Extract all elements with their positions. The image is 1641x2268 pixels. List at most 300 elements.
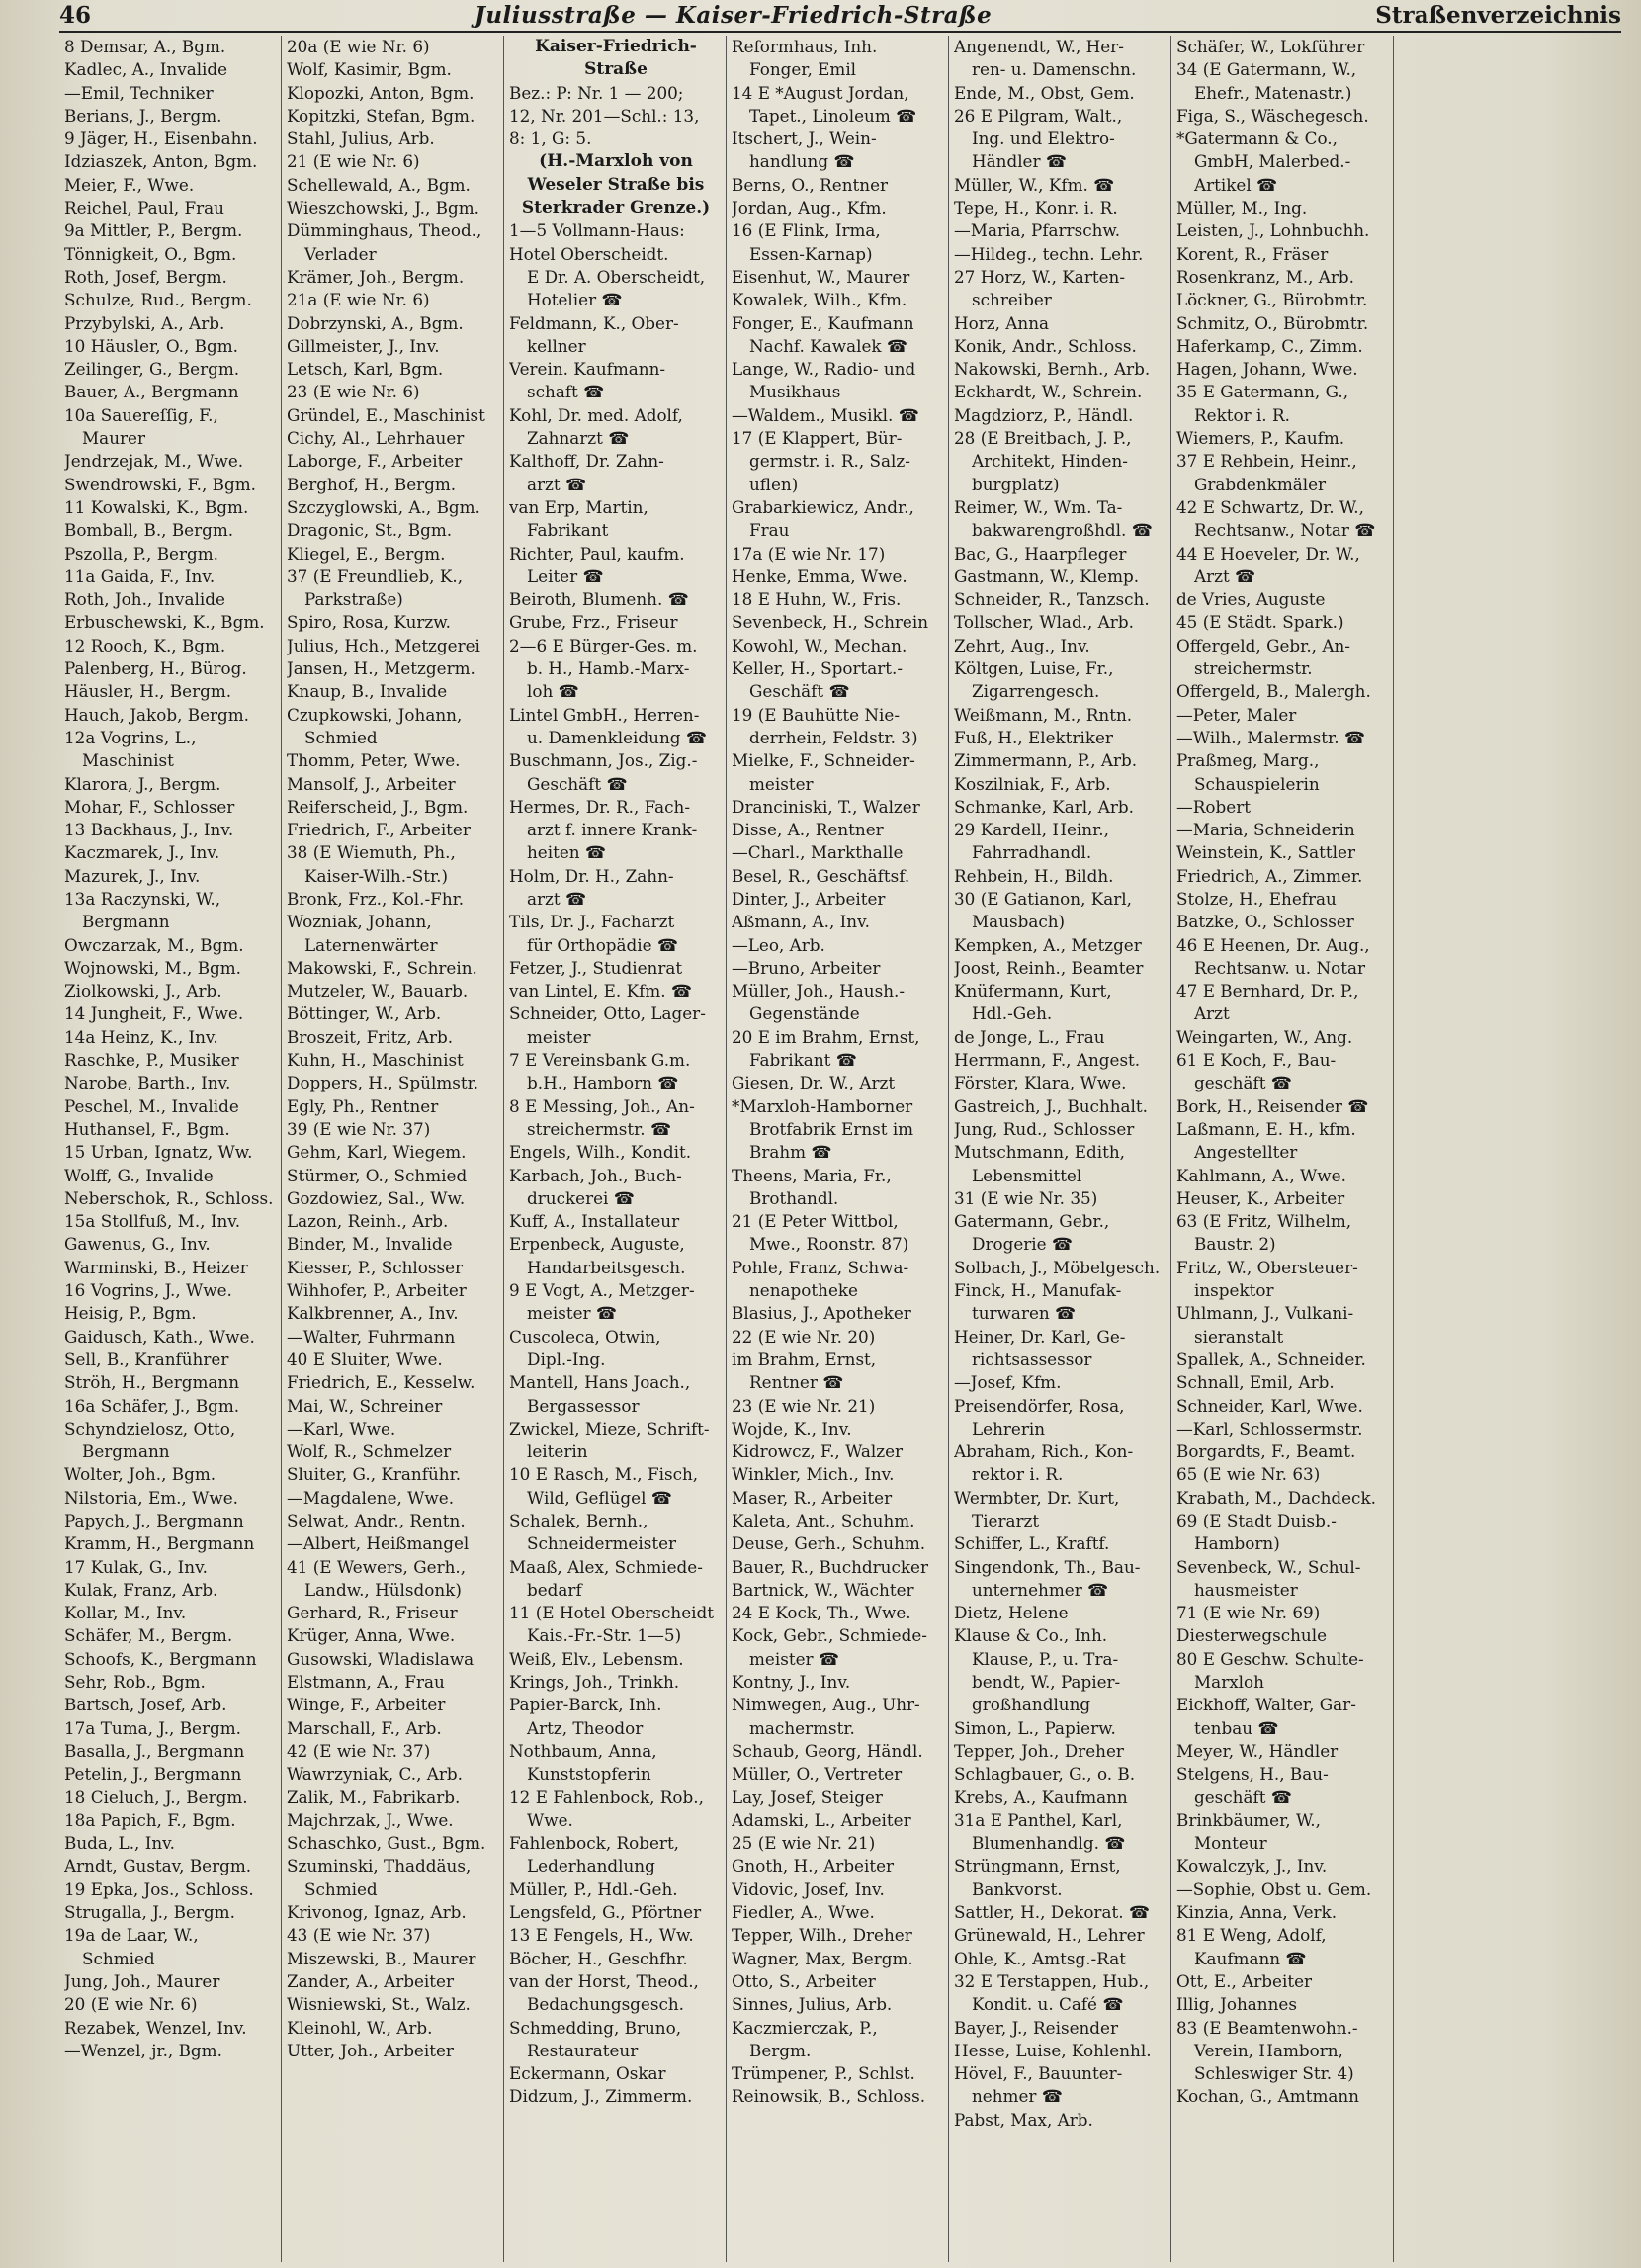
directory-entry: Rechtsanw. u. Notar (1194, 957, 1366, 978)
directory-entry: 47 E Bernhard, Dr. P., (1176, 981, 1359, 1002)
directory-entry: Müller, M., Ing. (1176, 198, 1308, 218)
directory-entry: Schoofs, K., Bergmann (64, 1648, 257, 1669)
directory-entry: b.H., Hamborn ☎ (527, 1073, 679, 1093)
directory-entry: Trümpener, P., Schlst. (732, 2063, 915, 2084)
directory-entry: Kaleta, Ant., Schuhm. (732, 1511, 915, 1530)
directory-entry: Dipl.-Ing. (527, 1349, 606, 1369)
directory-entry: Erbuschewski, K., Bgm. (64, 612, 265, 633)
directory-entry: arzt ☎ (527, 888, 586, 909)
directory-entry: 37 (E Freundlieb, K., (287, 566, 464, 586)
directory-entry: Kahlmann, A., Wwe. (1176, 1165, 1346, 1185)
directory-entry: 19 Epka, Jos., Schloss. (64, 1878, 254, 1899)
directory-entry: Kuff, A., Installateur (509, 1211, 680, 1232)
directory-entry: Offergeld, B., Malergh. (1176, 681, 1371, 702)
directory-entry: Basalla, J., Bergmann (64, 1740, 245, 1761)
directory-entry: —Charl., Markthalle (732, 842, 904, 863)
directory-entry: Spiro, Rosa, Kurzw. (287, 612, 451, 633)
page-number: 46 (59, 1, 92, 29)
directory-entry: Simon, L., Papierw. (954, 1717, 1116, 1738)
directory-entry: streichermstr. (1194, 658, 1313, 679)
directory-entry: Weinstein, K., Sattler (1176, 842, 1355, 863)
directory-entry: Essen-Karnap) (749, 243, 873, 264)
directory-entry: 8 E Messing, Joh., An- (509, 1095, 695, 1116)
directory-entry: Lebensmittel (972, 1165, 1082, 1185)
directory-entry: 20 (E wie Nr. 6) (64, 1994, 198, 2015)
directory-entry: Fahrradhandl. (972, 842, 1092, 863)
directory-entry: Laßmann, E. H., kfm. (1176, 1118, 1356, 1139)
directory-entry: Parkstraße) (304, 589, 403, 610)
directory-entry: Wojde, K., Inv. (732, 1418, 852, 1439)
directory-entry: Korent, R., Fräser (1176, 243, 1329, 264)
directory-entry: Wagner, Max, Bergm. (732, 1948, 913, 1968)
directory-entry: arzt ☎ (527, 474, 586, 494)
directory-entry: 27 Horz, W., Karten- (954, 266, 1125, 287)
directory-entry: Weißmann, M., Rntn. (954, 704, 1133, 725)
directory-entry: Papych, J., Bergmann (64, 1511, 244, 1530)
directory-entry: Schmied (304, 1878, 378, 1899)
directory-entry: 11 (E Hotel Oberscheidt (509, 1603, 714, 1623)
directory-entry: Arzt ☎ (1194, 566, 1255, 586)
directory-entry: Blumenhandlg. ☎ (972, 1833, 1126, 1854)
directory-entry: Schneider, Karl, Wwe. (1176, 1395, 1363, 1416)
directory-entry: 11 Kowalski, K., Bgm. (64, 496, 249, 517)
directory-entry: 20 E im Brahm, Ernst, (732, 1026, 920, 1047)
directory-entry: Czupkowski, Johann, (287, 704, 463, 725)
directory-entry: Schäfer, M., Bergm. (64, 1625, 233, 1646)
directory-entry: Maurer (82, 428, 145, 449)
directory-entry: Böttinger, W., Arb. (287, 1003, 442, 1024)
directory-entry: Konik, Andr., Schloss. (954, 335, 1137, 356)
directory-entry: Brotfabrik Ernst im (749, 1118, 914, 1139)
directory-entry: Friedrich, A., Zimmer. (1176, 865, 1363, 886)
directory-entry: Bauer, R., Buchdrucker (732, 1556, 928, 1577)
directory-entry: Herrmann, F., Angest. (954, 1050, 1141, 1071)
directory-entry: 38 (E Wiemuth, Ph., (287, 842, 456, 863)
directory-entry: für Orthopädie ☎ (527, 934, 678, 955)
directory-entry: Arndt, Gustav, Bergm. (64, 1856, 252, 1876)
directory-entry: Weingarten, W., Ang. (1176, 1026, 1353, 1047)
directory-entry: Gegenstände (749, 1003, 860, 1024)
directory-entry: 44 E Hoeveler, Dr. W., (1176, 543, 1360, 564)
directory-entry: 13 Backhaus, J., Inv. (64, 820, 234, 840)
directory-entry: Szuminski, Thaddäus, (287, 1856, 472, 1876)
directory-entry: Weiß, Elv., Lebensm. (509, 1648, 684, 1669)
directory-entry: Bergmann (82, 1441, 170, 1462)
directory-entry: —Peter, Maler (1176, 704, 1297, 725)
directory-entry: Grube, Frz., Friseur (509, 612, 678, 633)
directory-entry: Gastmann, W., Klemp. (954, 566, 1140, 586)
directory-entry: Strüngmann, Ernst, (954, 1856, 1121, 1876)
directory-entry: Friedrich, E., Kesselw. (287, 1372, 475, 1393)
directory-entry: Stürmer, O., Schmied (287, 1165, 468, 1185)
directory-entry: Horz, Anna (954, 312, 1050, 333)
directory-entry: Miszewski, B., Maurer (287, 1948, 476, 1968)
directory-entry: 32 E Terstappen, Hub., (954, 1970, 1150, 1991)
directory-entry: Müller, Joh., Haush.- (732, 981, 906, 1002)
directory-entry: Abraham, Rich., Kon- (954, 1441, 1134, 1462)
directory-entry: Sattler, H., Dekorat. ☎ (954, 1902, 1150, 1923)
directory-entry: burgplatz) (972, 474, 1060, 494)
directory-entry: inspektor (1194, 1280, 1274, 1301)
directory-entry: Joost, Reinh., Beamter (954, 957, 1144, 978)
directory-entry: Brothandl. (749, 1187, 839, 1208)
directory-entry: Zahnarzt ☎ (527, 428, 630, 449)
directory-entry: —Josef, Kfm. (954, 1372, 1062, 1393)
directory-entry: Wozniak, Johann, (287, 912, 432, 932)
directory-entry: Lederhandlung (527, 1856, 655, 1876)
directory-entry: 24 E Kock, Th., Wwe. (732, 1603, 911, 1623)
directory-entry: Hesse, Luise, Kohlenhl. (954, 2040, 1152, 2060)
directory-entry: 20a (E wie Nr. 6) (287, 37, 430, 56)
directory-entry: Stelgens, H., Bau- (1176, 1764, 1329, 1785)
column-2 (282, 36, 504, 2262)
directory-entry: Kollar, M., Inv. (64, 1603, 187, 1623)
directory-entry: Gatermann, Gebr., (954, 1211, 1110, 1232)
directory-entry: Wwe. (527, 1809, 573, 1830)
directory-entry: 13a Raczynski, W., (64, 888, 221, 909)
section-title: Straßenverzeichnis (1375, 1, 1621, 29)
directory-entry: Buschmann, Jos., Zig.- (509, 750, 698, 771)
directory-entry: Lay, Josef, Steiger (732, 1787, 883, 1807)
directory-entry: nenapotheke (749, 1280, 858, 1301)
directory-entry: Tönnigkeit, O., Bgm. (64, 243, 237, 264)
directory-entry: bendt, W., Papier- (972, 1672, 1121, 1693)
directory-entry: *Gatermann & Co., (1176, 129, 1338, 149)
directory-entry: Knaup, B., Invalide (287, 681, 448, 702)
directory-entry: Lengsfeld, G., Pförtner (509, 1902, 702, 1923)
directory-entry: van der Horst, Theod., (509, 1970, 699, 1991)
directory-entry: Berghof, H., Bergm. (287, 474, 457, 494)
directory-entry: 45 (E Städt. Spark.) (1176, 612, 1344, 633)
directory-entry: germstr. i. R., Salz- (749, 451, 910, 472)
directory-entry: Heiner, Dr. Karl, Ge- (954, 1326, 1126, 1347)
directory-entry: Kidrowcz, F., Walzer (732, 1441, 904, 1462)
directory-entry: sieranstalt (1194, 1326, 1284, 1347)
directory-entry: van Erp, Martin, (509, 496, 648, 517)
directory-entry: Ott, E., Arbeiter (1176, 1970, 1313, 1991)
directory-entry: Grabdenkmäler (1194, 474, 1327, 494)
directory-entry: 13 E Fengels, H., Ww. (509, 1925, 694, 1946)
directory-entry: 15 Urban, Ignatz, Ww. (64, 1142, 253, 1163)
directory-entry: Neberschok, R., Schloss. (64, 1187, 274, 1208)
directory-entry: de Jonge, L., Frau (954, 1026, 1105, 1047)
directory-entry: Zigarrengesch. (972, 681, 1100, 702)
directory-entry: meister ☎ (749, 1648, 839, 1669)
directory-entry: Gnoth, H., Arbeiter (732, 1856, 895, 1876)
directory-entry: Offergeld, Gebr., An- (1176, 635, 1350, 655)
directory-entry: Roth, Josef, Bergm. (64, 266, 227, 287)
directory-entry: Kulak, Franz, Arb. (64, 1579, 218, 1600)
directory-entry: Thomm, Peter, Wwe. (287, 750, 461, 771)
directory-entry: 17a (E wie Nr. 17) (732, 543, 886, 564)
directory-entry: Zalik, M., Fabrikarb. (287, 1787, 461, 1807)
directory-entry: Dobrzynski, A., Bgm. (287, 312, 464, 333)
directory-entry: Kais.-Fr.-Str. 1—5) (527, 1625, 682, 1646)
directory-entry: tenbau ☎ (1194, 1717, 1279, 1738)
directory-entry: Gehm, Karl, Wiegem. (287, 1142, 467, 1163)
column-7 (1394, 36, 1621, 2262)
directory-entry: —Karl, Schlossermstr. (1176, 1418, 1363, 1439)
directory-entry: Baustr. 2) (1194, 1234, 1276, 1255)
directory-entry: Kleinohl, W., Arb. (287, 2017, 433, 2038)
directory-entry: 10 E Rasch, M., Fisch, (509, 1464, 699, 1485)
directory-entry: Szczyglowski, A., Bgm. (287, 496, 480, 517)
directory-entry: Friedrich, F., Arbeiter (287, 820, 471, 840)
directory-entry: 83 (E Beamtenwohn.- (1176, 2017, 1358, 2038)
directory-entry: Ziolkowski, J., Arb. (64, 981, 222, 1002)
directory-entry: Reformhaus, Inh. (732, 37, 878, 56)
directory-entry: 16 Vogrins, J., Wwe. (64, 1280, 232, 1301)
directory-entry: *Marxloh-Hamborner (732, 1095, 913, 1116)
directory-entry: 21 (E wie Nr. 6) (287, 151, 420, 172)
directory-entry: Palenberg, H., Bürog. (64, 658, 247, 679)
directory-entry: Elstmann, A., Frau (287, 1672, 445, 1693)
directory-entry: Owczarzak, M., Bgm. (64, 934, 244, 955)
directory-entry: Verein, Hamborn, (1194, 2040, 1343, 2060)
directory-entry: Kondit. u. Café ☎ (972, 1994, 1124, 2015)
directory-entry: Kinzia, Anna, Verk. (1176, 1902, 1338, 1923)
directory-entry: Krabath, M., Dachdeck. (1176, 1487, 1376, 1508)
directory-entry: Mielke, F., Schneider- (732, 750, 915, 771)
directory-entry: Lehrerin (972, 1418, 1046, 1439)
directory-entry: 29 Kardell, Heinr., (954, 820, 1109, 840)
directory-entry: Schmitz, O., Bürobmtr. (1176, 312, 1369, 333)
page-header (59, 0, 1621, 30)
directory-entry: Reiferscheid, J., Bgm. (287, 796, 469, 817)
directory-entry: Letsch, Karl, Bgm. (287, 359, 444, 380)
directory-entry: Kalkbrenner, A., Inv. (287, 1303, 459, 1324)
directory-entry: Idziaszek, Anton, Bgm. (64, 151, 258, 172)
directory-entry: Borgardts, F., Beamt. (1176, 1441, 1356, 1462)
directory-entry: Heuser, K., Arbeiter (1176, 1187, 1345, 1208)
directory-entry: Hagen, Johann, Wwe. (1176, 359, 1358, 380)
directory-entry: Strugalla, J., Bergm. (64, 1902, 235, 1923)
directory-entry: Dranciniski, T., Walzer (732, 796, 920, 817)
directory-entry: Handarbeitsgesch. (527, 1257, 686, 1277)
directory-entry: —Albert, Heißmangel (287, 1533, 470, 1554)
directory-entry: Narobe, Barth., Inv. (64, 1073, 231, 1093)
directory-entry: Wiemers, P., Kaufm. (1176, 428, 1345, 449)
directory-entry: 12a Vogrins, L., (64, 727, 197, 747)
directory-entry: 10a Sauereſſig, F., (64, 404, 218, 425)
directory-entry: Angestellter (1194, 1142, 1298, 1163)
directory-entry: Mutschmann, Edith, (954, 1142, 1125, 1163)
directory-entry: Swendrowski, F., Bgm. (64, 474, 256, 494)
directory-entry: 21a (E wie Nr. 6) (287, 290, 430, 310)
directory-entry: rektor i. R. (972, 1464, 1064, 1485)
directory-entry: Julius, Hch., Metzgerei (287, 635, 480, 655)
column-3 (504, 36, 727, 2262)
directory-entry: 22 (E wie Nr. 20) (732, 1326, 876, 1347)
directory-entry: Rehbein, H., Bildh. (954, 865, 1114, 886)
directory-entry: Krämer, Joh., Bergm. (287, 266, 465, 287)
directory-entry: Wolter, Joh., Bgm. (64, 1464, 216, 1485)
directory-entry: Singendonk, Th., Bau- (954, 1556, 1141, 1577)
directory-entry: Schleswiger Str. 4) (1194, 2063, 1354, 2084)
directory-entry: Zehrt, Aug., Inv. (954, 635, 1090, 655)
directory-entry: u. Damenkleidung ☎ (527, 727, 707, 747)
directory-entry: 1—5 Vollmann-Haus: (509, 220, 685, 241)
directory-entry: Marxloh (1194, 1672, 1264, 1693)
directory-entry: 31a E Panthel, Karl, (954, 1809, 1123, 1830)
directory-entry: 35 E Gatermann, G., (1176, 382, 1349, 402)
directory-entry: Kowalczyk, J., Inv. (1176, 1856, 1328, 1876)
directory-entry: Theens, Maria, Fr., (732, 1165, 892, 1185)
directory-entry: Sehr, Rob., Bgm. (64, 1672, 206, 1693)
directory-entry: Kalthoff, Dr. Zahn- (509, 451, 664, 472)
directory-entry: 39 (E wie Nr. 37) (287, 1118, 431, 1139)
directory-entry: Berns, O., Rentner (732, 174, 889, 195)
directory-entry: Krebs, A., Kaufmann (954, 1787, 1128, 1807)
directory-entry: Wolf, R., Schmelzer (287, 1441, 452, 1462)
directory-entry: Verein. Kaufmann- (509, 359, 666, 380)
directory-entry: Gusowski, Wladislawa (287, 1648, 475, 1669)
directory-entry: Diesterwegschule (1176, 1625, 1328, 1646)
directory-entry: Verlader (304, 243, 377, 264)
directory-entry: Sinnes, Julius, Arb. (732, 1994, 893, 2015)
directory-entry: Egly, Ph., Rentner (287, 1095, 439, 1116)
directory-entry: 23 (E wie Nr. 21) (732, 1395, 876, 1416)
directory-entry: Hermes, Dr. R., Fach- (509, 796, 691, 817)
directory-entry: Eckermann, Oskar (509, 2063, 666, 2084)
directory-entry: Bez.: P: Nr. 1 — 200; (509, 82, 684, 103)
directory-entry: Gillmeister, J., Inv. (287, 335, 440, 356)
directory-entry: Mwe., Roonstr. 87) (749, 1234, 909, 1255)
directory-entry: 17 Kulak, G., Inv. (64, 1556, 208, 1577)
directory-entry: —Leo, Arb. (732, 934, 825, 955)
directory-entry: Batzke, O., Schlosser (1176, 912, 1354, 932)
directory-entry: Adamski, L., Arbeiter (732, 1809, 911, 1830)
directory-entry: Bomball, B., Bergm. (64, 520, 234, 541)
directory-entry: richtsassessor (972, 1349, 1092, 1369)
directory-entry: Magdziorz, P., Händl. (954, 404, 1134, 425)
directory-entry: Jung, Joh., Maurer (64, 1970, 220, 1991)
directory-entry: Bergassessor (527, 1395, 640, 1416)
directory-entry: Aßmann, A., Inv. (732, 912, 870, 932)
directory-entry: 14a Heinz, K., Inv. (64, 1026, 218, 1047)
directory-entry: Preisendörfer, Rosa, (954, 1395, 1125, 1416)
directory-entry: Tepper, Wilh., Dreher (732, 1925, 912, 1946)
directory-entry: Nakowski, Bernh., Arb. (954, 359, 1151, 380)
directory-entry: großhandlung (972, 1695, 1091, 1715)
directory-entry: Schneidermeister (527, 1533, 677, 1554)
directory-entry: Reichel, Paul, Frau (64, 198, 224, 218)
directory-entry: Cichy, Al., Lehrhauer (287, 428, 465, 449)
directory-entry: E Dr. A. Oberscheidt, (527, 266, 706, 287)
directory-entry: unternehmer ☎ (972, 1579, 1108, 1600)
directory-entry: Pabst, Max, Arb. (954, 2109, 1093, 2130)
directory-entry: —Hildeg., techn. Lehr. (954, 243, 1144, 264)
directory-entry: —Karl, Wwe. (287, 1418, 396, 1439)
directory-entry: Maaß, Alex, Schmiede- (509, 1556, 703, 1577)
directory-entry: —Magdalene, Wwe. (287, 1487, 455, 1508)
directory-entry: Selwat, Andr., Rentn. (287, 1511, 466, 1530)
directory-entry: Kopitzki, Stefan, Bgm. (287, 105, 475, 126)
directory-entry: meister ☎ (527, 1303, 617, 1324)
directory-entry: Eckhardt, W., Schrein. (954, 382, 1143, 402)
directory-entry: Grabarkiewicz, Andr., (732, 496, 914, 517)
directory-entry: Schneider, Otto, Lager- (509, 1003, 706, 1024)
directory-entry: GmbH, Malerbed.- (1194, 151, 1351, 172)
directory-entry: Leiter ☎ (527, 566, 604, 586)
directory-entry: 19a de Laar, W., (64, 1925, 199, 1946)
directory-entry: Wieszchowski, J., Bgm. (287, 198, 479, 218)
directory-entry: 9a Mittler, P., Bergm. (64, 220, 243, 241)
directory-entry: Pohle, Franz, Schwa- (732, 1257, 909, 1277)
directory-entry: Fuß, H., Elektriker (954, 727, 1113, 747)
directory-entry: Haferkamp, C., Zimm. (1176, 335, 1363, 356)
directory-entry: Artikel ☎ (1194, 174, 1277, 195)
directory-entry: Kaiser-Wilh.-Str.) (304, 865, 449, 886)
directory-entry: schreiber (972, 290, 1052, 310)
directory-entry: Peschel, M., Invalide (64, 1095, 239, 1116)
street-heading: Straße (584, 59, 648, 80)
directory-entry: Müller, O., Vertreter (732, 1764, 903, 1785)
directory-entry: Ströh, H., Bergmann (64, 1372, 240, 1393)
directory-entry: Gaidusch, Kath., Wwe. (64, 1326, 255, 1347)
directory-entry: Laborge, F., Arbeiter (287, 451, 463, 472)
directory-entry: Mansolf, J., Arbeiter (287, 773, 456, 794)
directory-entry: 30 (E Gatianon, Karl, (954, 888, 1132, 909)
directory-entry: 2—6 E Bürger-Ges. m. (509, 635, 698, 655)
directory-entry: Hamborn) (1194, 1533, 1280, 1554)
directory-entry: Kock, Gebr., Schmiede- (732, 1625, 927, 1646)
directory-entry: 71 (E wie Nr. 69) (1176, 1603, 1321, 1623)
column-5 (949, 36, 1171, 2262)
directory-entry: Beiroth, Blumenh. ☎ (509, 589, 689, 610)
directory-entry: Schlagbauer, G., o. B. (954, 1764, 1136, 1785)
directory-entry: Geschäft ☎ (749, 681, 850, 702)
directory-entry: 8 Demsar, A., Bgm. (64, 37, 226, 56)
directory-entry: Fritz, W., Obersteuer- (1176, 1257, 1358, 1277)
directory-entry: Nilstoria, Em., Wwe. (64, 1487, 238, 1508)
directory-entry: Tepper, Joh., Dreher (954, 1740, 1124, 1761)
directory-entry: Uhlmann, J., Vulkani- (1176, 1303, 1354, 1324)
directory-entry: b. H., Hamb.-Marx- (527, 658, 690, 679)
directory-entry: Maschinist (82, 750, 174, 771)
directory-entry: Geschäft ☎ (527, 773, 628, 794)
directory-entry: Schyndzielosz, Otto, (64, 1418, 236, 1439)
directory-entry: uflen) (749, 474, 799, 494)
directory-entry: Papier-Barck, Inh. (509, 1695, 662, 1715)
directory-entry: streichermstr. ☎ (527, 1118, 671, 1139)
directory-entry: Tapet., Linoleum ☎ (749, 105, 916, 126)
directory-entry: derrhein, Feldstr. 3) (749, 727, 918, 747)
directory-entry: Hövel, F., Bauunter- (954, 2063, 1123, 2084)
directory-entry: Keller, H., Sportart.- (732, 658, 904, 679)
directory-entry: 17 (E Klappert, Bür- (732, 428, 903, 449)
directory-entry: Bac, G., Haarpfleger (954, 543, 1127, 564)
directory-entry: Utter, Joh., Arbeiter (287, 2040, 454, 2060)
directory-entry: Bayer, J., Reisender (954, 2017, 1118, 2038)
directory-entry: Mutzeler, W., Bauarb. (287, 981, 469, 1002)
directory-entry: 65 (E wie Nr. 63) (1176, 1464, 1321, 1485)
directory-entry: Wojnowski, M., Bgm. (64, 957, 242, 978)
directory-entry: Huthansel, F., Bgm. (64, 1118, 230, 1139)
directory-entry: Fahlenbock, Robert, (509, 1833, 680, 1854)
directory-entry: Marschall, F., Arb. (287, 1717, 442, 1738)
directory-entry: Spallek, A., Schneider. (1176, 1349, 1366, 1369)
directory-entry: Bankvorst. (972, 1878, 1063, 1899)
directory-entry: Mazurek, J., Inv. (64, 865, 201, 886)
directory-entry: Kunststopferin (527, 1764, 651, 1785)
directory-entry: Richter, Paul, kaufm. (509, 543, 685, 564)
directory-entry: nehmer ☎ (972, 2086, 1063, 2107)
directory-entry: Gründel, E., Maschinist (287, 404, 485, 425)
directory-entry: Nachf. Kawalek ☎ (749, 335, 907, 356)
directory-entry: Erpenbeck, Auguste, (509, 1234, 685, 1255)
directory-entry: Eickhoff, Walter, Gar- (1176, 1695, 1356, 1715)
